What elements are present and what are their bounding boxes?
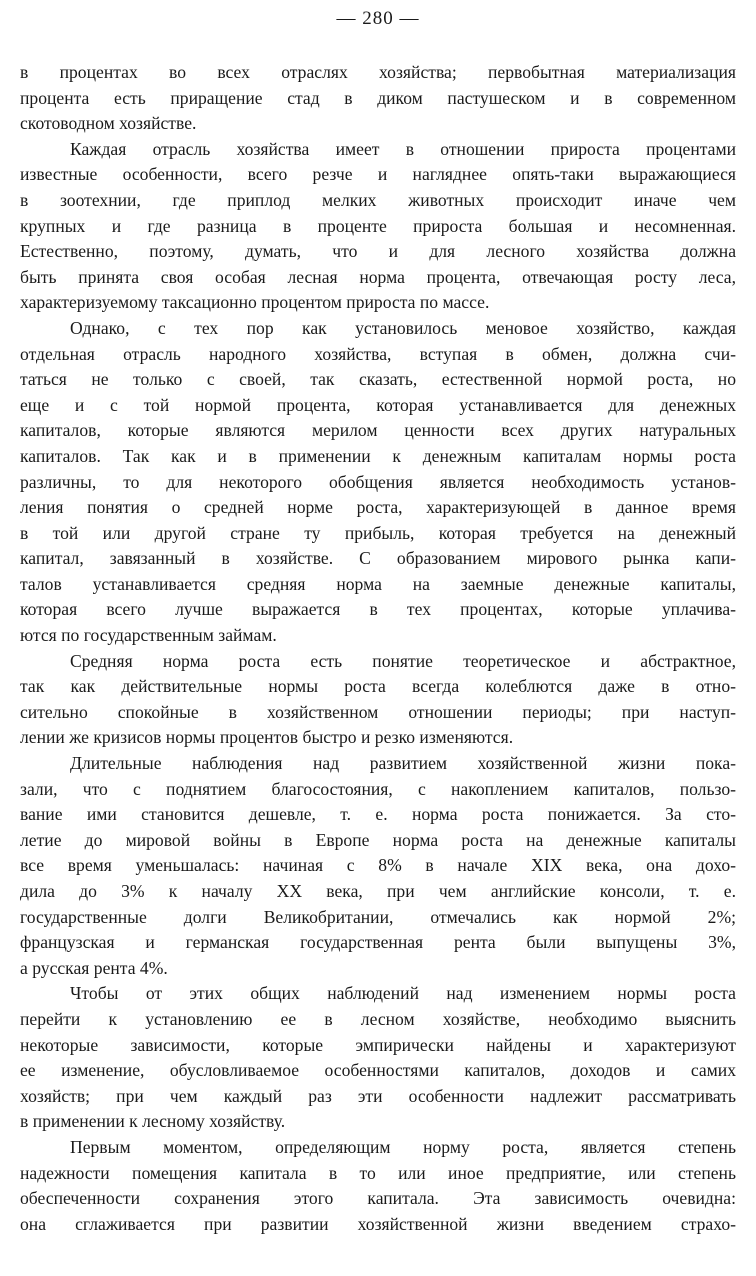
text-line: ее изменение, обусловливаемое особенностями капиталов, доходов и самих xyxy=(20,1060,736,1081)
text-line: скотоводном хозяйстве. xyxy=(20,113,197,134)
text-line: она сглаживается при развитии хозяйственной жизни введением страхо- xyxy=(20,1213,736,1234)
text-line: в процентах во всех отраслях хозяйства; первобытная материализация xyxy=(20,62,736,82)
text-line: сительно спокойные в хозяйственном отношении периоды; при наступ- xyxy=(20,701,736,722)
text-line: быть принята своя особая лесная норма процента, отвечающая росту леса, xyxy=(20,266,736,287)
text-line: ются по государственным займам. xyxy=(20,625,277,646)
text-line: а русская рента 4%. xyxy=(20,957,168,978)
paragraph xyxy=(20,649,736,751)
text-line: Естественно, поэтому, думать, что и для лесного хозяйства должна xyxy=(20,241,736,262)
text-line: Каждая отрасль хозяйства имеет в отношении прироста процентами xyxy=(70,138,736,159)
body-text xyxy=(20,60,736,1237)
text-line: все время уменьшалась: начиная с 8% в начале XIX века, она дохо- xyxy=(20,855,736,876)
text-line: в той или другой стране ту прибыль, которая требуется на денежный xyxy=(20,522,736,543)
text-line: таться не только с своей, так сказать, естественной нормой роста, но xyxy=(20,369,736,390)
text-line: Средняя норма роста есть понятие теоретическое и абстрактное, xyxy=(70,650,736,671)
text-line: надежности помещения капитала в то или иное предприятие, или степень xyxy=(20,1162,736,1183)
text-line: капитал, завязанный в хозяйстве. С образованием мирового рынка капи- xyxy=(20,548,736,569)
text-line: дила до 3% к началу XX века, при чем английские консоли, т. е. xyxy=(20,881,736,901)
text-line: зали, что с поднятием благосостояния, с накоплением капиталов, пользо- xyxy=(20,778,736,799)
text-line: французская и германская государственная рента были выпущены 3%, xyxy=(20,932,736,953)
text-line: вание ими становится дешевле, т. е. норма роста понижается. За сто- xyxy=(20,804,736,825)
text-line: отдельная отрасль народного хозяйства, вступая в обмен, должна счи- xyxy=(20,343,736,364)
text-line: в зоотехнии, где приплод мелких животных происходит иначе чем xyxy=(20,189,736,210)
text-line: различны, то для некоторого обобщения является необходимость установ- xyxy=(20,471,736,492)
text-line: хозяйств; при чем каждый раз эти особенности надлежит рассматривать xyxy=(20,1085,736,1106)
text-line: еще и с той нормой процента, которая устанавливается для денежных xyxy=(20,394,736,415)
text-line: Первым моментом, определяющим норму роста, является степень xyxy=(70,1136,736,1157)
paragraph xyxy=(20,751,736,981)
text-line: Чтобы от этих общих наблюдений над изменением нормы роста xyxy=(70,983,736,1004)
text-line: Однако, с тех пор как установилось меновое хозяйство, каждая xyxy=(70,317,736,338)
text-line: капиталов. Так как и в применении к денежным капиталам нормы роста xyxy=(20,445,736,466)
page-number: — 280 — xyxy=(336,8,420,29)
text-line: крупных и где разница в проценте прироста большая и несомненная. xyxy=(20,215,736,236)
text-line: обеспеченности сохранения этого капитала. Эта зависимость очевидна: xyxy=(20,1188,736,1209)
text-line: так как действительные нормы роста всегда колеблются даже в отно- xyxy=(20,676,736,697)
text-line: летие до мировой войны в Европе норма роста на денежные капиталы xyxy=(20,829,736,850)
paragraph xyxy=(20,137,736,316)
paragraph xyxy=(20,316,736,649)
text-line: перейти к установлению ее в лесном хозяйстве, необходимо выяснить xyxy=(20,1008,736,1029)
text-line: Длительные наблюдения над развитием хозяйственной жизни пока- xyxy=(70,753,736,774)
text-line: государственные долги Великобритании, отмечались как нормой 2%; xyxy=(20,906,736,927)
text-line: которая всего лучше выражается в тех процентах, которые уплачива- xyxy=(20,599,736,620)
paragraph xyxy=(20,60,736,137)
text-line: характеризуемому таксационно процентом прироста по массе. xyxy=(20,292,490,313)
text-line: известные особенности, всего резче и нагляднее опять-таки выражающиеся xyxy=(20,164,736,185)
paragraph xyxy=(20,1135,736,1237)
text-line: процента есть приращение стад в диком пастушеском и в современном xyxy=(20,87,736,108)
text-line: капиталов, которые являются мерилом ценности всех других натуральных xyxy=(20,420,736,441)
text-line: некоторые зависимости, которые эмпирически найдены и характеризуют xyxy=(20,1034,736,1055)
text-line: талов устанавливается средняя норма на заемные денежные капиталы, xyxy=(20,573,736,594)
text-line: лении же кризисов нормы процентов быстро и резко изменяются. xyxy=(20,727,514,748)
text-line: ления понятия о средней норме роста, характеризующей в данное время xyxy=(20,497,736,518)
text-line: в применении к лесному хозяйству. xyxy=(20,1111,286,1132)
paragraph xyxy=(20,981,736,1135)
